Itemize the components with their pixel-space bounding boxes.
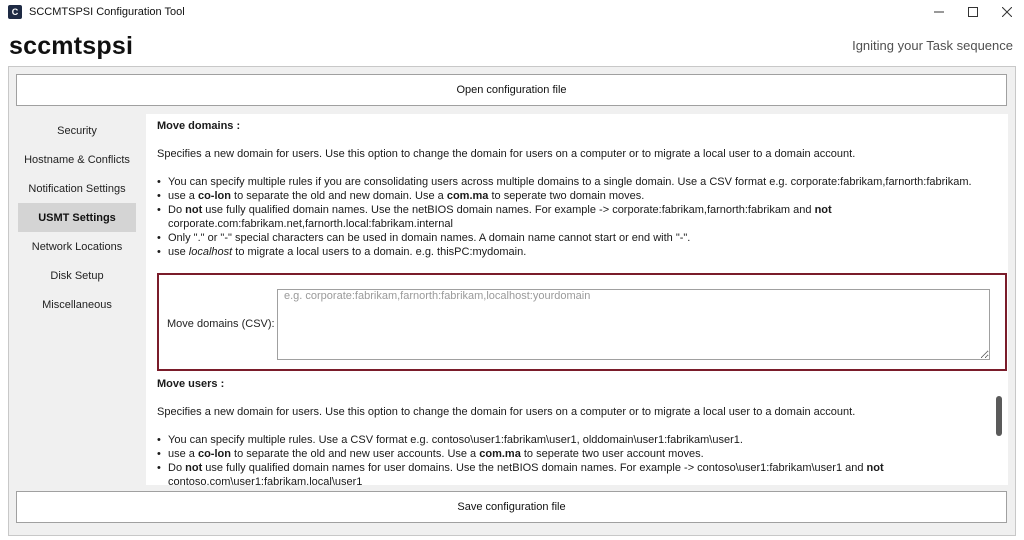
move-domains-title: Move domains : [157,120,241,132]
bullet-icon: • [157,204,161,216]
sidebar-item-usmt-settings[interactable]: USMT Settings [18,203,136,232]
app-brand: sccmtspsi [9,32,134,60]
app-tagline: Igniting your Task sequence [852,38,1013,53]
move-domains-field-group [157,273,1007,371]
list-item [157,461,977,485]
bullet-icon: • [157,434,161,446]
bullet-text: You can specify multiple rules if you are consolidating users across multiple domains to a single domain. Use a CSV format e.g. corporate:fabrikam,farnorth:fabrikam. [168,176,972,188]
window-controls [922,0,1024,24]
bullet-icon: • [157,246,161,258]
minimize-icon [934,7,944,17]
bullet-text: Only "." or "-" special characters can be used in domain names. A domain name cannot start or end with "-". [168,232,691,244]
bullet-icon: • [157,462,161,474]
list-item [157,433,977,447]
move-users-bullets [157,433,977,485]
sidebar-item-miscellaneous[interactable]: Miscellaneous [42,298,112,311]
bullet-icon: • [157,448,161,460]
move-domains-description: Specifies a new domain for users. Use this option to change the domain for users on a computer or to migrate a local user to a domain account. [157,148,856,160]
close-button[interactable] [990,0,1024,24]
close-icon [1002,7,1012,17]
settings-content-panel [146,114,1008,485]
maximize-button[interactable] [956,0,990,24]
bullet-icon: • [157,176,161,188]
list-item [157,231,977,245]
list-item [157,175,977,189]
sidebar-item-security[interactable]: Security [57,124,97,137]
sidebar-item-disk-setup[interactable]: Disk Setup [50,269,104,282]
scrollbar-thumb[interactable] [996,396,1002,436]
main-frame [8,66,1016,536]
sidebar-item-network-locations[interactable]: Network Locations [31,240,123,253]
save-config-button[interactable]: Save configuration file [16,491,1007,523]
content-scrollbar[interactable] [996,114,1002,485]
window-title: SCCMTSPSI Configuration Tool [29,6,185,18]
app-header [0,24,1024,66]
bullet-text: use a co-lon to separate the old and new user accounts. Use a com.ma to seperate two user account moves. [168,448,704,460]
bullet-icon: • [157,232,161,244]
list-item [157,189,977,203]
sidebar-item-hostname-conflicts[interactable]: Hostname & Conflicts [24,153,130,166]
move-users-description: Specifies a new domain for users. Use this option to change the domain for users on a computer or to migrate a local user to a domain account. [157,406,856,418]
move-domains-input[interactable] [277,289,990,360]
list-item [157,245,977,259]
sidebar-nav [18,116,136,319]
bullet-text: use localhost to migrate a local users to a domain. e.g. thisPC:mydomain. [168,246,527,258]
open-config-button[interactable]: Open configuration file [16,74,1007,106]
bullet-text: Do not use fully qualified domain names. Use the netBIOS domain names. For example -> corporate:fabrikam,farnorth:fabrikam and not corporate.com:fabrikam.net,farnorth.local:fabrikam.internal [168,204,832,230]
bullet-text: Do not use fully qualified domain names for user domains. Use the netBIOS domain names. For example -> contoso\user1:fabrikam\user1 and not contoso.com\user1:fabrikam.local\user1 [168,462,884,485]
bullet-text: You can specify multiple rules. Use a CSV format e.g. contoso\user1:fabrikam\user1, olddomain\user1:fabrikam\user1. [168,434,743,446]
sidebar-item-notification-settings[interactable]: Notification Settings [28,182,126,195]
title-bar [0,0,1024,24]
move-domains-bullets [157,175,977,259]
app-icon: C [8,5,22,19]
list-item [157,203,977,231]
move-domains-label: Move domains (CSV): [167,318,275,330]
maximize-icon [968,7,978,17]
minimize-button[interactable] [922,0,956,24]
bullet-text: use a co-lon to separate the old and new domain. Use a com.ma to seperate two domain moves. [168,190,645,202]
move-users-title: Move users : [157,378,225,390]
bullet-icon: • [157,190,161,202]
list-item [157,447,977,461]
